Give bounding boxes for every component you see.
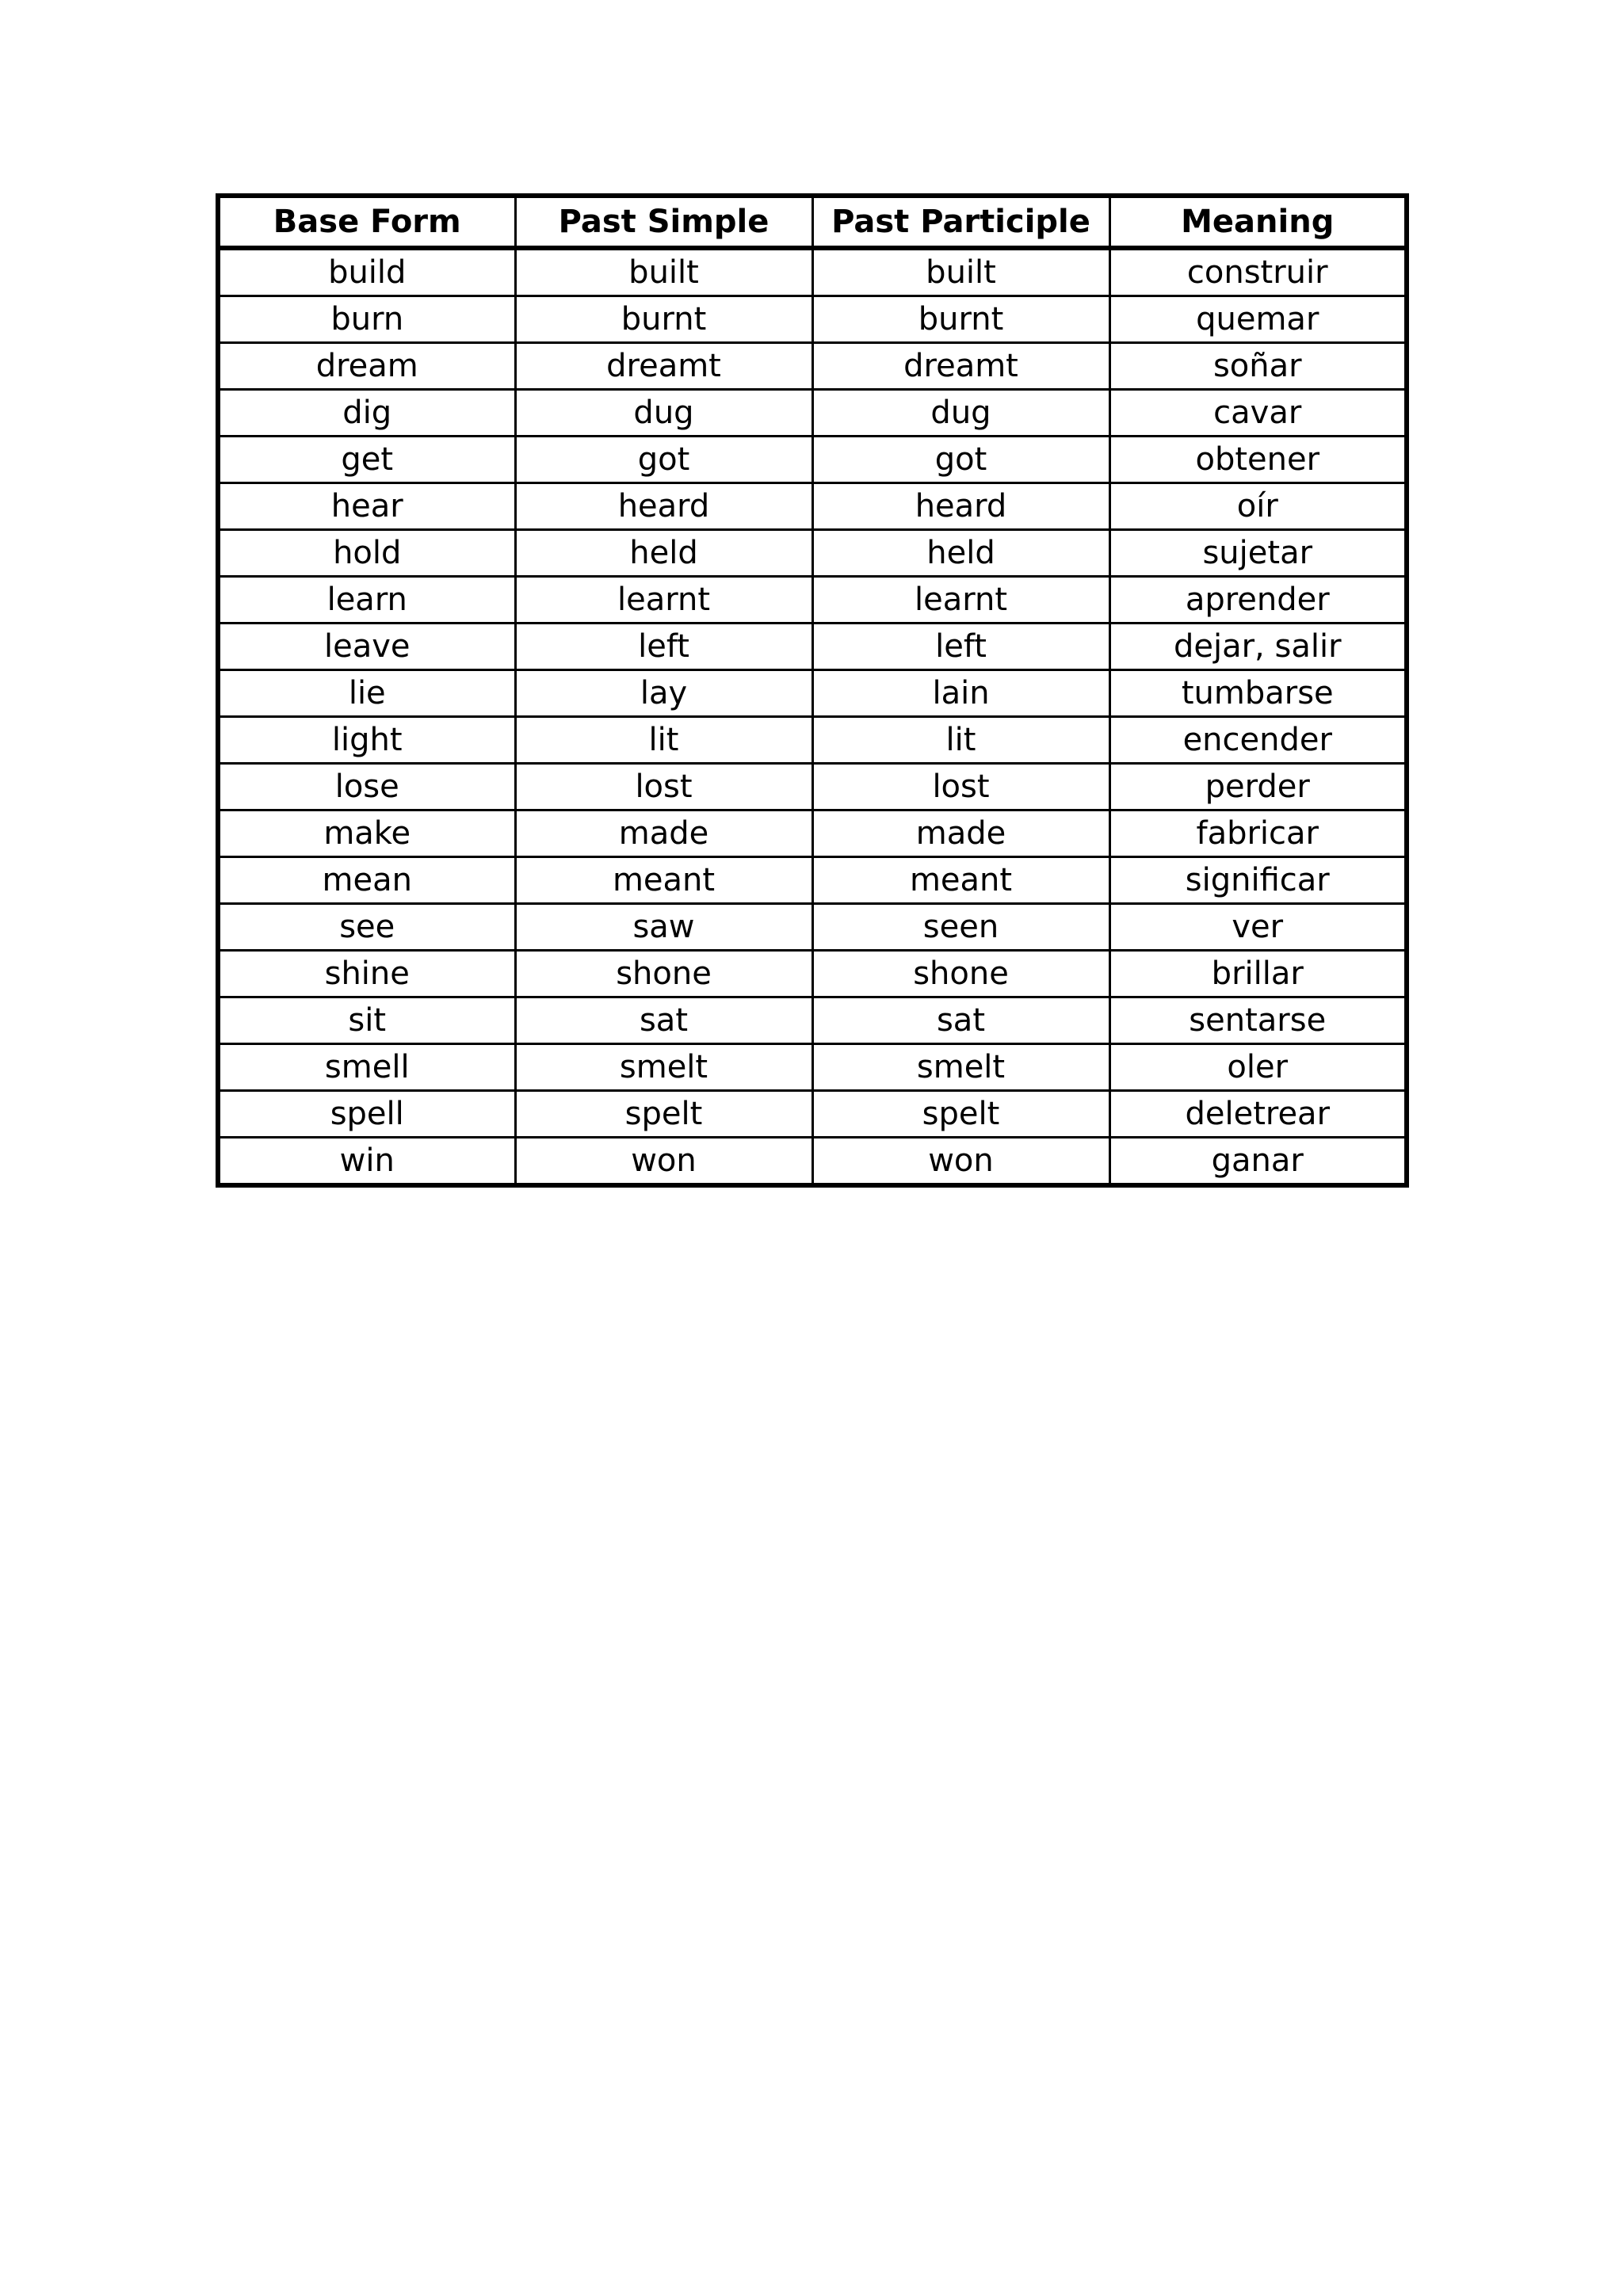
past-participle-cell: smelt [812, 1044, 1109, 1091]
table-row [218, 1138, 1407, 1186]
meaning-cell: soñar [1109, 343, 1407, 390]
past-participle-cell: seen [812, 904, 1109, 951]
past-simple-cell: heard [515, 483, 812, 530]
base-form-cell: lie [218, 670, 515, 717]
past-participle-cell: built [812, 248, 1109, 296]
table-row [218, 343, 1407, 390]
meaning-cell: significar [1109, 857, 1407, 904]
table-row [218, 857, 1407, 904]
base-form-cell: learn [218, 577, 515, 624]
table-body [218, 248, 1407, 1185]
table-row [218, 1044, 1407, 1091]
past-participle-cell: dreamt [812, 343, 1109, 390]
meaning-cell: ganar [1109, 1138, 1407, 1186]
base-form-cell: build [218, 248, 515, 296]
header-past-simple: Past Simple [515, 196, 812, 248]
base-form-cell: dream [218, 343, 515, 390]
past-participle-cell: held [812, 530, 1109, 577]
meaning-cell: ver [1109, 904, 1407, 951]
past-simple-cell: left [515, 624, 812, 670]
base-form-cell: win [218, 1138, 515, 1186]
base-form-cell: shine [218, 951, 515, 997]
past-simple-cell: won [515, 1138, 812, 1186]
base-form-cell: dig [218, 390, 515, 437]
past-simple-cell: learnt [515, 577, 812, 624]
past-participle-cell: shone [812, 951, 1109, 997]
past-participle-cell: learnt [812, 577, 1109, 624]
irregular-verbs-table-container [216, 193, 1409, 1188]
meaning-cell: cavar [1109, 390, 1407, 437]
base-form-cell: see [218, 904, 515, 951]
table-row [218, 483, 1407, 530]
past-simple-cell: dug [515, 390, 812, 437]
base-form-cell: leave [218, 624, 515, 670]
base-form-cell: lose [218, 764, 515, 810]
past-simple-cell: shone [515, 951, 812, 997]
past-participle-cell: left [812, 624, 1109, 670]
base-form-cell: spell [218, 1091, 515, 1138]
header-base-form: Base Form [218, 196, 515, 248]
meaning-cell: construir [1109, 248, 1407, 296]
meaning-cell: dejar, salir [1109, 624, 1407, 670]
past-participle-cell: meant [812, 857, 1109, 904]
meaning-cell: obtener [1109, 437, 1407, 483]
table-row [218, 717, 1407, 764]
meaning-cell: brillar [1109, 951, 1407, 997]
meaning-cell: perder [1109, 764, 1407, 810]
past-participle-cell: heard [812, 483, 1109, 530]
past-participle-cell: made [812, 810, 1109, 857]
meaning-cell: tumbarse [1109, 670, 1407, 717]
past-simple-cell: held [515, 530, 812, 577]
past-participle-cell: lit [812, 717, 1109, 764]
past-participle-cell: spelt [812, 1091, 1109, 1138]
base-form-cell: sit [218, 997, 515, 1044]
past-simple-cell: lost [515, 764, 812, 810]
meaning-cell: fabricar [1109, 810, 1407, 857]
past-participle-cell: got [812, 437, 1109, 483]
base-form-cell: burn [218, 296, 515, 343]
base-form-cell: hold [218, 530, 515, 577]
past-simple-cell: lay [515, 670, 812, 717]
table-row [218, 670, 1407, 717]
past-simple-cell: saw [515, 904, 812, 951]
past-simple-cell: made [515, 810, 812, 857]
past-participle-cell: lain [812, 670, 1109, 717]
table-row [218, 624, 1407, 670]
table-row [218, 764, 1407, 810]
meaning-cell: quemar [1109, 296, 1407, 343]
past-simple-cell: spelt [515, 1091, 812, 1138]
past-participle-cell: won [812, 1138, 1109, 1186]
table-row [218, 810, 1407, 857]
table-row [218, 1091, 1407, 1138]
past-simple-cell: got [515, 437, 812, 483]
past-simple-cell: burnt [515, 296, 812, 343]
past-simple-cell: dreamt [515, 343, 812, 390]
table-row [218, 997, 1407, 1044]
past-participle-cell: sat [812, 997, 1109, 1044]
past-simple-cell: sat [515, 997, 812, 1044]
table-row [218, 390, 1407, 437]
past-simple-cell: meant [515, 857, 812, 904]
meaning-cell: oír [1109, 483, 1407, 530]
meaning-cell: deletrear [1109, 1091, 1407, 1138]
irregular-verbs-table [216, 193, 1409, 1188]
base-form-cell: smell [218, 1044, 515, 1091]
table-row [218, 248, 1407, 296]
meaning-cell: sentarse [1109, 997, 1407, 1044]
past-simple-cell: lit [515, 717, 812, 764]
past-participle-cell: lost [812, 764, 1109, 810]
table-row [218, 530, 1407, 577]
past-participle-cell: burnt [812, 296, 1109, 343]
base-form-cell: get [218, 437, 515, 483]
base-form-cell: mean [218, 857, 515, 904]
past-simple-cell: smelt [515, 1044, 812, 1091]
base-form-cell: hear [218, 483, 515, 530]
table-row [218, 904, 1407, 951]
header-meaning: Meaning [1109, 196, 1407, 248]
meaning-cell: aprender [1109, 577, 1407, 624]
meaning-cell: oler [1109, 1044, 1407, 1091]
table-row [218, 437, 1407, 483]
table-row [218, 296, 1407, 343]
meaning-cell: sujetar [1109, 530, 1407, 577]
meaning-cell: encender [1109, 717, 1407, 764]
past-simple-cell: built [515, 248, 812, 296]
past-participle-cell: dug [812, 390, 1109, 437]
header-past-participle: Past Participle [812, 196, 1109, 248]
base-form-cell: make [218, 810, 515, 857]
base-form-cell: light [218, 717, 515, 764]
table-header [218, 196, 1407, 248]
table-row [218, 577, 1407, 624]
header-row [218, 196, 1407, 248]
table-row [218, 951, 1407, 997]
